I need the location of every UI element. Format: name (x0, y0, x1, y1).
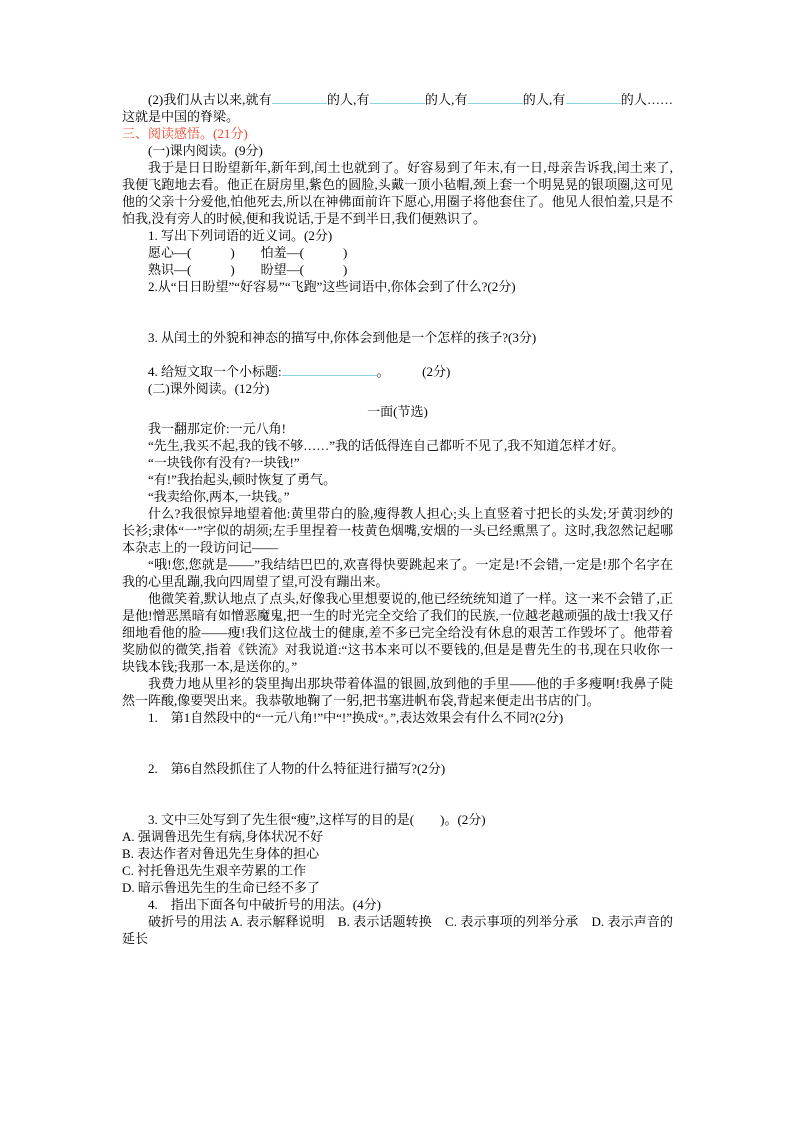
text-span: “一块钱你有没有?一块钱!” (148, 455, 300, 470)
subsection-heading (122, 142, 673, 159)
text-span: 3. 文中三处写到了先生很“瘦”,这样写的目的是( )。(2分) (148, 812, 486, 827)
answer-line (122, 244, 673, 261)
text-span: 三、阅读感悟。(21分) (122, 126, 248, 141)
question-note (122, 913, 673, 947)
text-span: 的人,有 (522, 92, 566, 107)
passage-paragraph (122, 590, 673, 675)
option-a (122, 828, 673, 845)
text-span: (二)课外阅读。(12分) (148, 381, 270, 396)
text-span: 我于是日日盼望新年,新年到,闰土也就到了。好容易到了年末,有一日,母亲告诉我,闰土来了,我便飞跑地去看。他正在厨房里,紫色的圆脸,头戴一顶小毡帽,颈上套一个明晃晃的银项圈,这可见他的父亲十分爱他,怕他死去,所以在神佛面前许下愿心,用圈子将他套住了。他见人很怕羞,只是不怕我,没有旁人的时候,便和我说话,于是不到半日,我们便熟识了。 (122, 160, 673, 226)
text-span: (一)课内阅读。(9分) (148, 143, 263, 158)
document-body (122, 91, 673, 947)
option-c (122, 862, 673, 879)
text-span: 1. 第1自然段中的“一元八角!”中“!”换成“。”,表达效果会有什么不同?(2分) (148, 710, 564, 725)
question (122, 363, 673, 380)
option-d (122, 879, 673, 896)
text-span: 一面(节选) (367, 404, 428, 419)
text-span: 4. 给短文取一个小标题: (148, 364, 282, 379)
text-span: D. 暗示鲁迅先生的生命已经不多了 (122, 880, 320, 895)
passage-paragraph (122, 454, 673, 471)
text-span: 熟识—( ) 盼望—( ) (148, 262, 348, 277)
passage-paragraph (122, 556, 673, 590)
text-span: C. 衬托鲁迅先生艰辛劳累的工作 (122, 863, 307, 878)
answer-blank (370, 91, 425, 104)
answer-line (122, 261, 673, 278)
text-span: 我一翻那定价:一元八角! (148, 421, 286, 436)
option-b (122, 845, 673, 862)
passage-paragraph (122, 505, 673, 556)
text-span: 他微笑着,默认地点了点头,好像我心里想要说的,他已经统统知道了一样。这一来不会错了,正是他!憎恶黑暗有如憎恶魔鬼,把一生的时光完全交给了我们的民族,一位越老越顽强的战士!我又仔细地看他的脸——瘦!我们这位战士的健康,差不多已完全给没有休息的艰苦工作毁坏了。他带着奖励似的微笑,指着《铁流》对我说道:“这书本来可以不要钱的,但是是曹先生的书,现在只收你一块钱本钱;我那一本,是送你的。” (122, 591, 673, 674)
section-heading (122, 125, 673, 142)
question (122, 896, 673, 913)
answer-blank (566, 91, 621, 104)
question (122, 811, 673, 828)
text-span: 4. 指出下面各句中破折号的用法。(4分) (148, 897, 381, 912)
answer-blank (272, 91, 327, 104)
text-span: 2.从“日日盼望”“好容易”“飞跑”这些词语中,你体会到了什么?(2分) (148, 279, 516, 294)
text-span: “哦!您,您就是——”我结结巴巴的,欢喜得快要跳起来了。一定是!不会错,一定是!那个名字在我的心里乱蹦,我向四周望了望,可没有蹦出来。 (122, 557, 673, 589)
text-span: 破折号的用法 A. 表示解释说明 B. 表示话题转换 C. 表示事项的列举分承 D. 表示声音的延长 (122, 914, 673, 946)
text-span: 1. 写出下列词语的近义词。(2分) (148, 228, 333, 243)
question (122, 278, 673, 295)
text-span: 愿心—( ) 怕羞—( ) (148, 245, 348, 260)
passage-paragraph (122, 420, 673, 437)
text-span: 的人,有 (424, 92, 468, 107)
passage-paragraph (122, 675, 673, 709)
passage-paragraph (122, 437, 673, 454)
answer-blank (468, 91, 523, 104)
text-span: 2. 第6自然段抓住了人物的什么特征进行描写?(2分) (148, 761, 446, 776)
text-span: 我费力地从里衫的袋里掏出那块带着体温的银圆,放到他的手里——他的手多瘦啊!我鼻子陡然一阵酸,像要哭出来。我恭敬地鞠了一躬,把书塞进帆布袋,背起来便走出书店的门。 (122, 676, 673, 708)
subsection-heading (122, 380, 673, 397)
text-span: “先生,我买不起,我的钱不够……”我的话低得连自己都听不见了,我不知道怎样才好。 (148, 438, 625, 453)
question (122, 760, 673, 777)
text-span: 什么?我很惊异地望着他:黄里带白的脸,瘦得教人担心;头上直竖着寸把长的头发;牙黄羽纱的长衫;隶体“一”字似的胡须;左手里捏着一枝黄色烟嘴,安烟的一头已经熏黑了。这时,我忽然记起哪本杂志上的一段访问记—— (122, 506, 673, 555)
text-span: “有!”我抬起头,顿时恢复了勇气。 (148, 472, 337, 487)
fill-in-sentence (122, 91, 673, 125)
question (122, 329, 673, 346)
question (122, 709, 673, 726)
passage-paragraph (122, 471, 673, 488)
text-span: 的人,有 (326, 92, 370, 107)
passage-paragraph (122, 159, 673, 227)
text-span: B. 表达作者对鲁迅先生身体的担心 (122, 846, 320, 861)
text-span: (2)我们从古以来,就有 (148, 92, 272, 107)
question (122, 227, 673, 244)
passage-paragraph (122, 488, 673, 505)
text-span: 3. 从闰土的外貌和神态的描写中,你体会到他是一个怎样的孩子?(3分) (148, 330, 537, 345)
text-span: 的人……这就是中国的脊梁。 (122, 92, 673, 124)
text-span: 。 (2分) (376, 364, 451, 379)
passage-title (122, 403, 673, 420)
text-span: A. 强调鲁迅先生有病,身体状况不好 (122, 829, 324, 844)
text-span: “我卖给你,两本,一块钱。” (148, 489, 290, 504)
answer-blank (282, 363, 377, 376)
